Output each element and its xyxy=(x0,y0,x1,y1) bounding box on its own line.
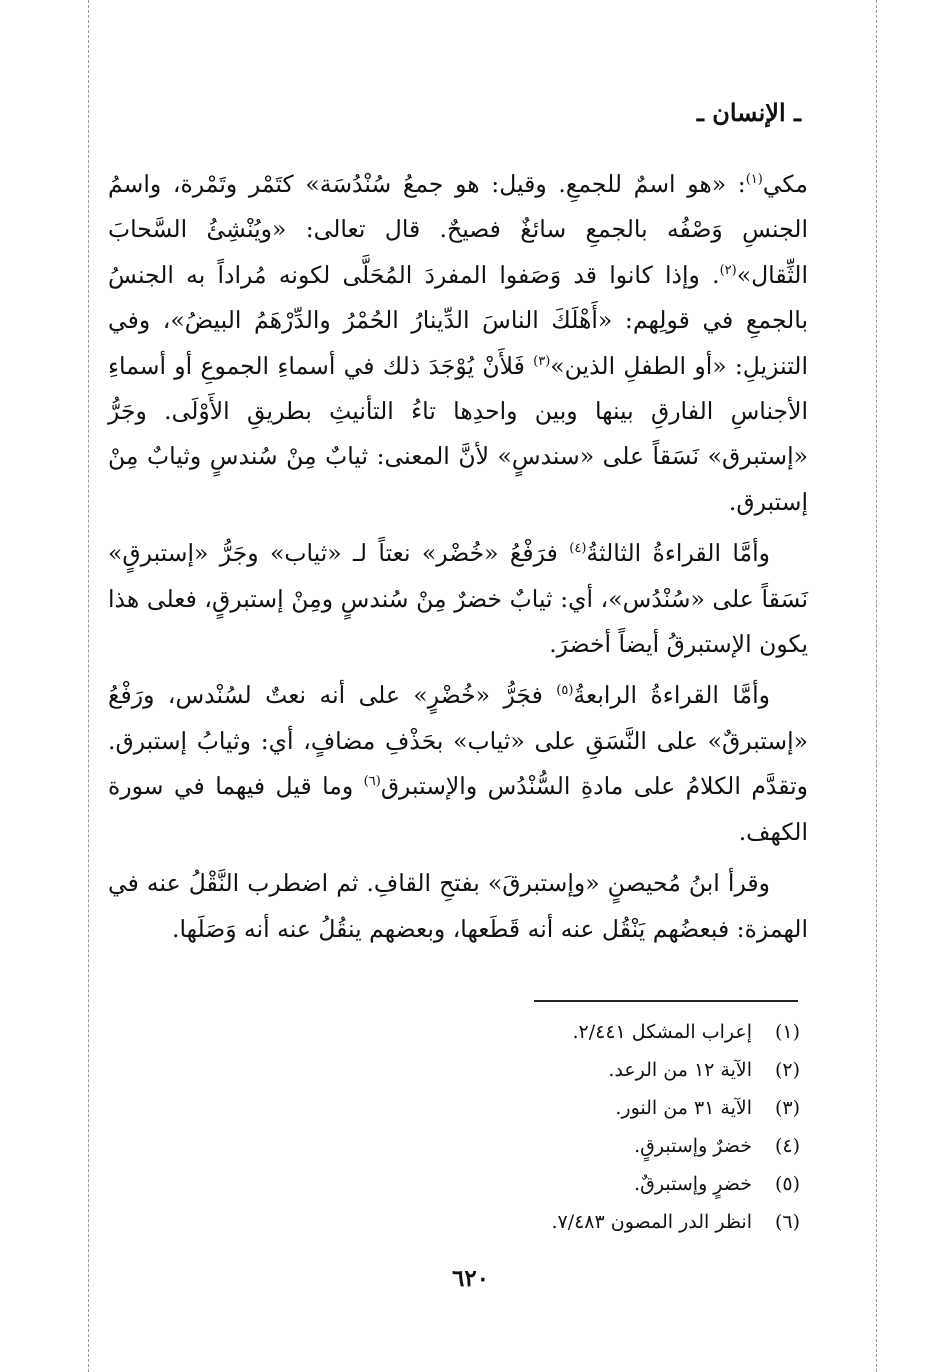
footnote-number: (٤) xyxy=(774,1135,800,1157)
scan-margin-line-right xyxy=(876,0,877,1372)
paragraph-text: مكي xyxy=(762,170,808,198)
running-header: ـ الإنسان ـ xyxy=(696,98,801,127)
page-number: ٦٢٠ xyxy=(451,1265,490,1292)
scan-margin-line-left xyxy=(88,0,89,1372)
paragraph-text: وأمَّا القراءةُ الثالثةُ xyxy=(586,539,770,568)
paragraph xyxy=(108,673,808,855)
footnote-text: الآية ١٢ من الرعد. xyxy=(608,1059,752,1081)
footnote-item xyxy=(300,1165,800,1203)
paragraph xyxy=(108,162,808,525)
footnote-text: خضرٍ وإستبرقٌ. xyxy=(634,1173,752,1195)
footnote-reference: (٣) xyxy=(533,353,551,369)
footnote-text: الآية ٣١ من النور. xyxy=(615,1097,752,1119)
paragraph-text: . وإذا كانوا قد وَصَفوا المفردَ المُحَلَّى لكونه مُراداً به الجنسُ بالجمعِ في قولِهم: «أَهْلَكَ الناسَ الدِّينارُ الحُمْرُ والدِّرْهَمُ البيضُ»، وفي التنزيلِ: «أو الطفلِ الذين» xyxy=(108,260,808,380)
main-text xyxy=(108,162,808,958)
footnote-item xyxy=(300,1203,800,1241)
footnote-reference: (٢) xyxy=(719,262,737,278)
footnote-text: إعراب المشكل ٢/٤٤١. xyxy=(572,1021,752,1043)
footnote-text: انظر الدر المصون ٧/٤٨٣. xyxy=(551,1211,752,1233)
footnote-reference: (١) xyxy=(745,172,763,188)
footnote-reference: (٤) xyxy=(569,541,587,557)
footnote-item xyxy=(300,1127,800,1165)
footnote-number: (٣) xyxy=(774,1097,800,1119)
footnotes xyxy=(300,1013,800,1241)
paragraph-text: وأمَّا القراءةُ الرابعةُ xyxy=(573,681,770,710)
paragraph xyxy=(108,531,808,667)
footnote-item xyxy=(300,1051,800,1089)
footnote-reference: (٥) xyxy=(556,683,574,699)
footnote-item xyxy=(300,1089,800,1127)
footnote-text: خضرٌ وإستبرقٍ. xyxy=(634,1135,752,1157)
footnote-number: (١) xyxy=(774,1021,800,1043)
footnote-item xyxy=(300,1013,800,1051)
paragraph-text: : «هو اسمٌ للجمعِ. وقيل: هو جمعُ سُنْدُسَة» كتَمْر وتَمْرة، واسمُ الجنسِ وَصْفُه بالجمعِ سائغٌ فصيحٌ. قال تعالى: «ويُنْشِئُ السَّحابَ الثِّقال» xyxy=(108,170,808,289)
paragraph xyxy=(108,861,808,952)
paragraph-text: وقرأ ابنُ مُحيصنٍ «وإستبرقَ» بفتحِ القافِ. ثم اضطرب النَّقْلُ عنه في الهمزة: فبعضُهم يَنْقُل عنه أنه قَطَعها، وبعضهم ينقُلُ عنه أنه وَصَلَها. xyxy=(108,869,808,943)
footnote-number: (٥) xyxy=(774,1173,800,1195)
footnote-reference: (٦) xyxy=(363,774,381,790)
paragraph-text: وما قيل فيهما في سورة الكهف. xyxy=(108,772,808,846)
paragraph-text: فَلأَنْ يُوْجَدَ ذلك في أسماءِ الجموعِ أو أسماءِ الأجناسِ الفارقِ بينها وبين واحدِها تاءُ التأنيثِ بطريقِ الأَوْلَى. وجَرُّ «إستبرق» نَسَقاً على «سندسٍ» لأنَّ المعنى: ثيابٌ مِنْ سُندسٍ وثيابٌ مِنْ إستبرق. xyxy=(108,351,808,516)
paragraph-text: فجَرُّ «خُضْرٍ» على أنه نعتٌ لسُنْدس، ورَفْعُ «إستبرقٌ» على النَّسَقِ على «ثياب» بحَذْفِ مضافٍ، أي: وثيابُ إستبرق. وتقدَّم الكلامُ على مادةِ السُّنْدُس والإستبرق xyxy=(108,681,808,801)
footnote-number: (٢) xyxy=(774,1059,800,1081)
paragraph-text: فرَفْعُ «خُضْر» نعتاً لـ «ثياب» وجَرُّ «إستبرقٍ» نَسَقاً على «سُنْدُس»، أي: ثيابٌ خضرٌ مِنْ سُندسٍ ومِنْ إستبرقٍ، فعلى هذا يكون الإستبرقُ أيضاً أخضرَ. xyxy=(108,539,808,659)
footnote-number: (٦) xyxy=(774,1211,800,1233)
footnote-separator xyxy=(534,1000,798,1002)
